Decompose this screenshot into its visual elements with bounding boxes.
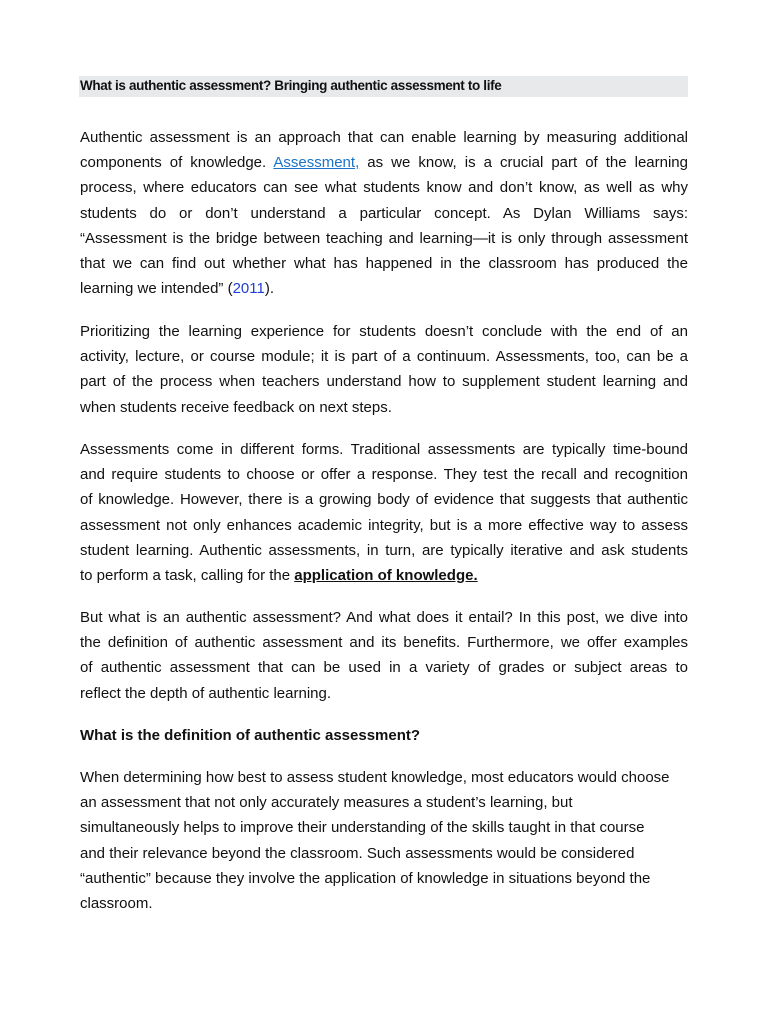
text-segment: assessment not only enhances academic integrity, but is a more effective way to assess [80,516,688,534]
text-segment: Prioritizing the learning experience for students doesn’t conclude with the end of an [80,323,688,340]
text-line [80,891,688,916]
text-line [80,437,688,462]
text-segment: “authentic” because they involve the application of knowledge in situations beyond the [80,869,651,887]
text-segment: “Assessment is the bridge between teaching and learning—it is only through assessment [80,229,688,247]
inline-link[interactable]: Assessment, [273,154,360,172]
paragraph-forms [80,437,688,588]
text-segment: that we can find out whether what has happened in the classroom has produced the [80,254,688,272]
text-segment: classroom. [80,894,153,912]
text-line [80,563,688,588]
text-segment: Assessments come in different forms. Traditional assessments are typically time-bound [80,441,688,458]
text-line [80,866,688,891]
text-line [80,655,688,680]
title-banner [79,76,688,97]
text-segment: But what is an authentic assessment? And what does it entail? In this post, we dive into [80,609,688,626]
text-line [80,765,688,790]
text-line [80,630,688,655]
text-segment: components of knowledge. [80,154,274,172]
text-segment: learning we intended” ( [80,280,233,298]
text-segment: as we know, is a crucial part of the learning [359,154,688,172]
text-line [80,175,688,200]
text-segment: the definition of authentic assessment and its benefits. Furthermore, we offer examples [80,634,688,652]
text-segment: reflect the depth of authentic learning. [80,684,332,702]
inline-link[interactable]: application of knowledge. [294,566,478,584]
paragraph-post-overview [80,605,688,706]
text-line [80,125,688,150]
text-segment: of knowledge. However, there is a growing body of evidence that suggests that authentic [80,491,688,509]
text-segment: an assessment that not only accurately measures a student’s learning, but [80,794,573,812]
text-segment: and require students to choose or offer a response. They test the recall and recognition [80,466,688,484]
text-segment: simultaneously helps to improve their understanding of the skills taught in that course [80,819,645,837]
text-segment: students do or don’t understand a particular concept. As Dylan Williams says: [80,204,688,222]
text-line [80,538,688,563]
text-line [80,605,688,630]
text-line [80,790,688,815]
paragraph-intro [80,125,688,301]
text-line [80,841,688,866]
paragraph-continuum [80,319,688,420]
text-line [80,344,688,369]
text-line [80,201,688,226]
page-title: What is authentic assessment? Bringing authentic assessment to life [80,78,502,93]
text-line [80,369,688,394]
text-segment: part of the process when teachers understand how to supplement student learning and [80,373,688,391]
paragraph-definition [80,765,688,916]
text-line [80,276,688,301]
text-segment: to perform a task, calling for the [80,566,295,584]
text-segment: Authentic assessment is an approach that can enable learning by measuring additional [80,129,688,146]
text-segment: when students receive feedback on next steps. [80,398,392,416]
citation-link[interactable]: 2011 [232,280,265,298]
text-segment: When determining how best to assess student knowledge, most educators would choose [80,769,670,786]
text-segment: process, where educators can see what students know and don’t know, as well as why [80,179,688,197]
text-segment: of authentic assessment that can be used in a variety of grades or subject areas to [80,659,688,677]
text-line [80,251,688,276]
text-segment: activity, lecture, or course module; it is part of a continuum. Assessments, too, can be a [80,348,688,366]
text-segment: student learning. Authentic assessments, in turn, are typically iterative and ask students [80,541,688,559]
text-line [80,226,688,251]
text-line [80,681,688,706]
text-segment: ). [264,280,275,298]
text-line [80,462,688,487]
text-line [80,150,688,175]
text-line [80,395,688,420]
text-line [80,815,688,840]
text-segment: and their relevance beyond the classroom. Such assessments would be considered [80,844,635,862]
text-line [80,487,688,512]
text-line [80,319,688,344]
section-heading: What is the definition of authentic assessment? [80,727,421,744]
text-line [80,513,688,538]
